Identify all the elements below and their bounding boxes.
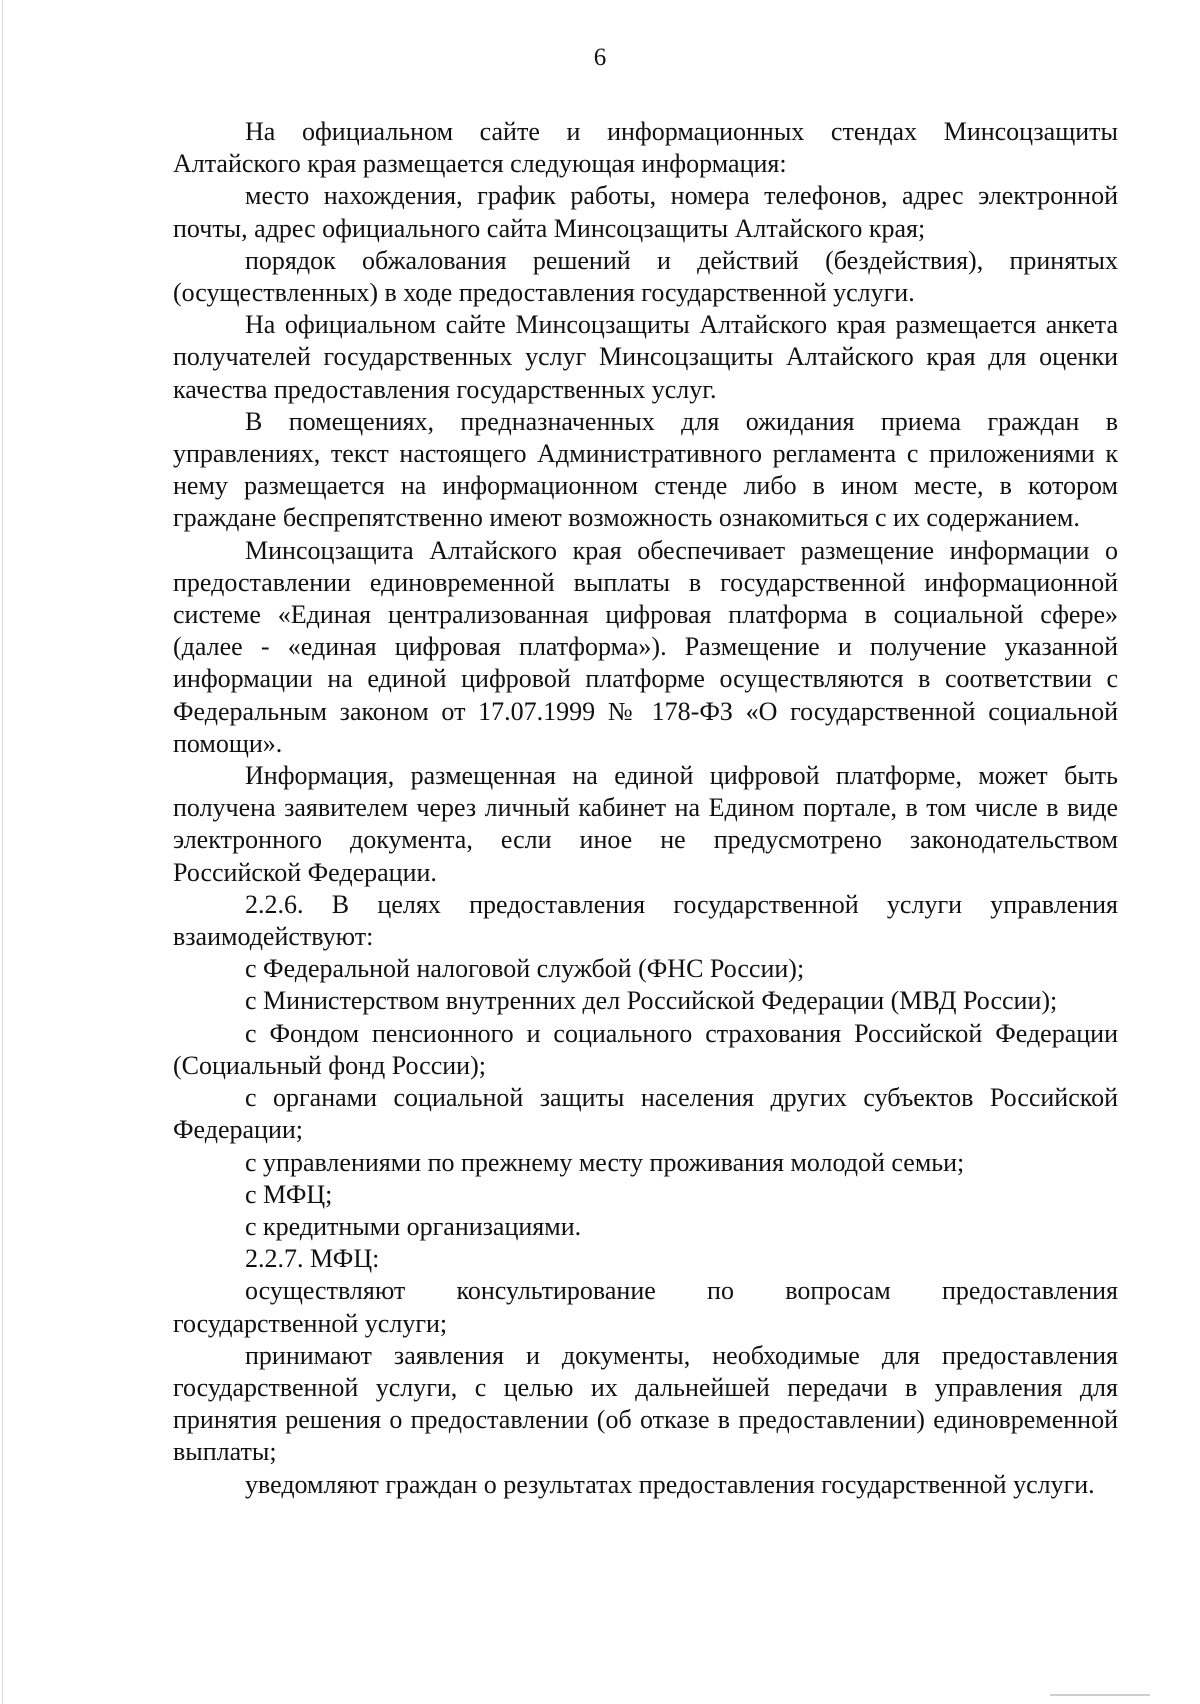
document-body (173, 116, 1118, 1501)
paragraph: Информация, размещенная на единой цифровой платформе, может быть получена заявителем через личный кабинет на Едином портале, в том числе в виде электронного документа, если иное не предусмотрено законодательством Российской Федерации. (173, 761, 1118, 887)
paragraph: На официальном сайте и информационных стендах Минсоцзащиты Алтайского края размещается следующая информация: (173, 117, 1118, 179)
list-item: с Министерством внутренних дел Российской Федерации (МВД России); (245, 986, 1058, 1016)
list-item: уведомляют граждан о результатах предоставления государственной услуги. (245, 1469, 1095, 1499)
list-item: с Федеральной налоговой службой (ФНС России); (245, 954, 805, 984)
paragraph: порядок обжалования решений и действий (бездействия), принятых (осуществленных) в ходе предоставления государственной услуги. (173, 245, 1118, 308)
paragraph: Минсоцзащита Алтайского края обеспечивает размещение информации о предоставлении единовременной выплаты в государственной информационной системе «Единая централизованная цифровая платформа в социальной сфере» (далее - «единая цифровая платформа»). Размещение и получение указанной информации на единой цифровой платформе осуществляются в соответствии с Федеральным законом от 17.07.1999 № 178-ФЗ «О государственной социальной помощи». (173, 535, 1118, 758)
section-paragraph: 2.2.6. В целях предоставления государственной услуги управления взаимодействуют: (173, 889, 1118, 952)
list-item: с Фондом пенсионного и социального страхования Российской Федерации (Социальный фонд России); (173, 1018, 1118, 1080)
list-item: принимают заявления и документы, необходимые для предоставления государственной услуги, с целью их дальнейшей передачи в управления для принятия решения о предоставлении (об отказе в предоставлении) единовременной выплаты; (173, 1340, 1118, 1467)
list-item: с органами социальной защиты населения других субъектов Российской Федерации; (173, 1083, 1118, 1145)
list-item: осуществляют консультирование по вопросам предоставления государственной услуги; (173, 1276, 1118, 1338)
paragraph: В помещениях, предназначенных для ожидания приема граждан в управлениях, текст настоящего Административного регламента с приложениями к нему размещается на информационном стенде либо в ином месте, в котором граждане беспрепятственно имеют возможность ознакомиться с их содержанием. (173, 406, 1118, 533)
section-heading: 2.2.7. МФЦ: (245, 1244, 380, 1274)
paragraph: На официальном сайте Минсоцзащиты Алтайского края размещается анкета получателей государственных услуг Минсоцзащиты Алтайского края для оценки качества предоставления государственных услуг. (173, 310, 1118, 404)
scan-bottom-mark (1050, 1694, 1150, 1696)
page-number: 6 (593, 44, 607, 71)
list-item: с кредитными организациями. (245, 1211, 582, 1241)
paragraph: место нахождения, график работы, номера телефонов, адрес электронной почты, адрес официального сайта Минсоцзащиты Алтайского края; (173, 181, 1118, 243)
list-item: с управлениями по прежнему месту проживания молодой семьи; (245, 1147, 965, 1177)
list-item: с МФЦ; (245, 1179, 333, 1209)
scan-edge-line (2, 0, 3, 1704)
